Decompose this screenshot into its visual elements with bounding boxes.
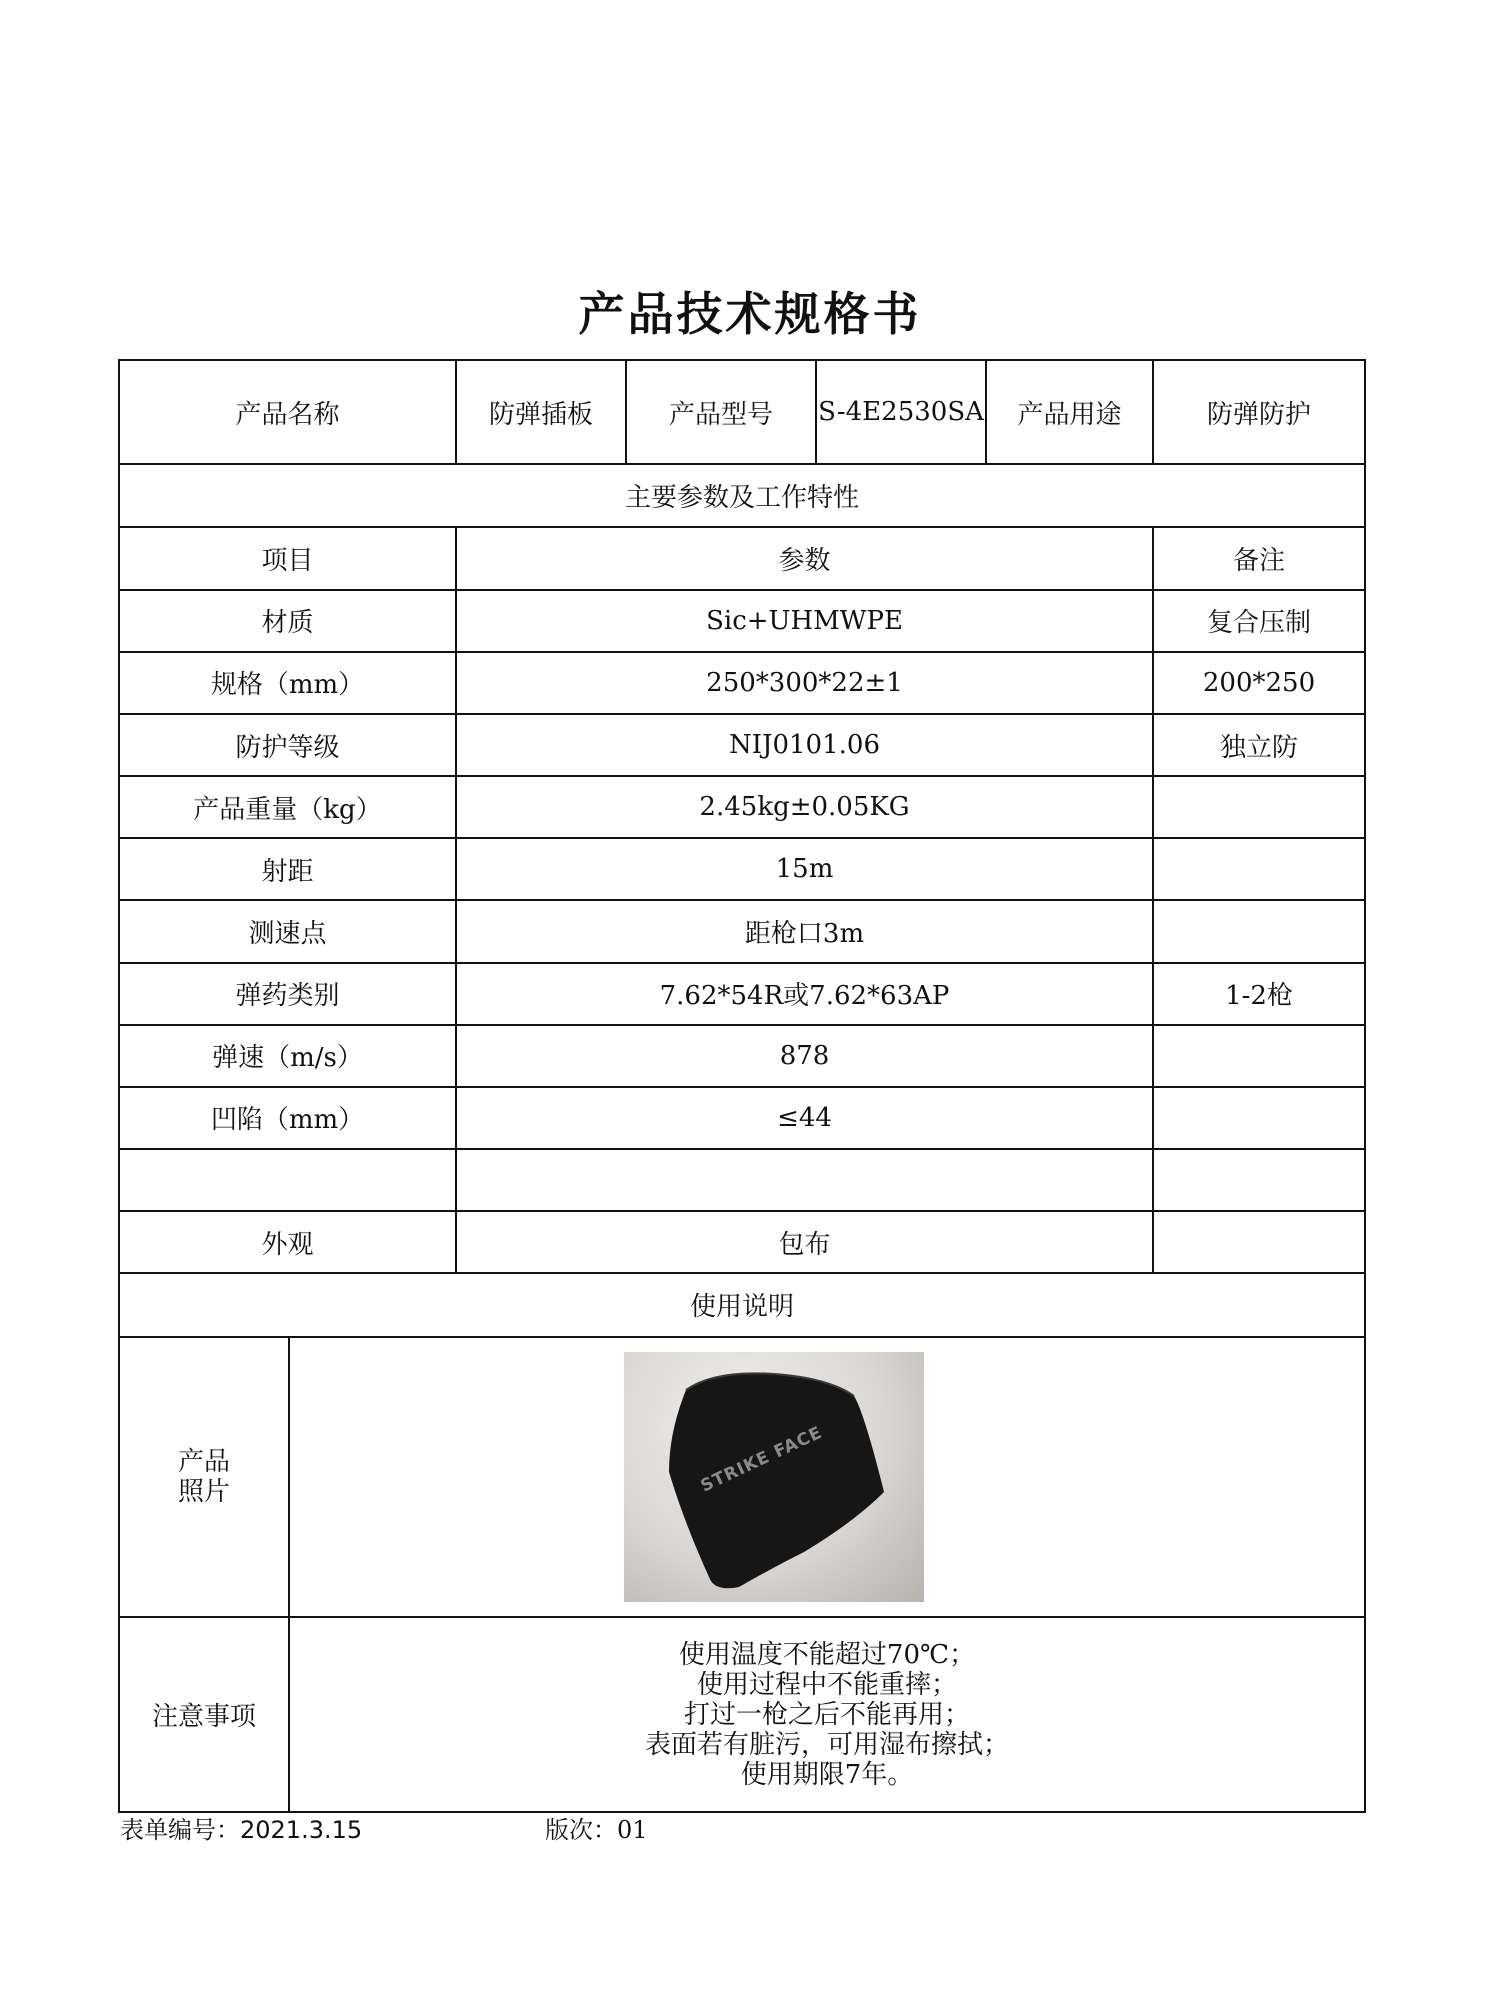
- row-remark: 200*250: [1153, 652, 1365, 714]
- product-use-label: 产品用途: [986, 360, 1153, 464]
- row-param: 包布: [456, 1211, 1153, 1273]
- photo-label: [119, 1337, 289, 1618]
- row-item: 凹陷（mm）: [119, 1087, 456, 1149]
- row-item: 产品重量（kg）: [119, 776, 456, 838]
- note-line: 使用温度不能超过70℃；: [678, 1639, 976, 1670]
- section-main-params: 主要参数及工作特性: [119, 464, 1365, 527]
- notes-row: [119, 1617, 1365, 1812]
- row-param: 7.62*54R或7.62*63AP: [456, 963, 1153, 1025]
- row-param: [456, 1149, 1153, 1211]
- row-item: 规格（mm）: [119, 652, 456, 714]
- notes-label: 注意事项: [119, 1617, 289, 1812]
- row-param: 878: [456, 1025, 1153, 1087]
- spec-table: [118, 359, 1366, 1813]
- table-row: [119, 1087, 1365, 1149]
- product-name-value: 防弹插板: [456, 360, 626, 464]
- row-param: Sic+UHMWPE: [456, 590, 1153, 652]
- row-param: 250*300*22±1: [456, 652, 1153, 714]
- row-remark: [1153, 1211, 1365, 1273]
- table-row: [119, 963, 1365, 1025]
- product-photo: [624, 1352, 924, 1602]
- document-title: 产品技术规格书: [578, 287, 922, 341]
- column-header-item: 项目: [119, 527, 456, 589]
- table-row: [119, 1025, 1365, 1087]
- row-item: 弹速（m/s）: [119, 1025, 456, 1087]
- photo-label-line1: 产品: [177, 1446, 230, 1477]
- plate-label-text: STRIKE FACE: [697, 1422, 826, 1497]
- product-name-label: 产品名称: [119, 360, 456, 464]
- photo-label-line2: 照片: [177, 1476, 230, 1507]
- photo-row: [119, 1337, 1365, 1618]
- product-model-value: S-4E2530SA: [816, 360, 986, 464]
- form-number-value: 2021.3.15: [240, 1816, 363, 1844]
- row-param: 15m: [456, 838, 1153, 900]
- row-item: 射距: [119, 838, 456, 900]
- note-line: 使用过程中不能重摔；: [697, 1669, 958, 1700]
- table-row: [119, 652, 1365, 714]
- form-number-label: 表单编号：: [120, 1816, 240, 1844]
- table-row: [119, 900, 1365, 962]
- column-header-remark: 备注: [1153, 527, 1365, 589]
- row-remark: [1153, 900, 1365, 962]
- row-remark: 复合压制: [1153, 590, 1365, 652]
- row-remark: [1153, 838, 1365, 900]
- column-header-param: 参数: [456, 527, 1153, 589]
- form-number: [120, 1810, 362, 1845]
- row-item: 外观: [119, 1211, 456, 1273]
- row-item: 材质: [119, 590, 456, 652]
- row-remark: 1-2枪: [1153, 963, 1365, 1025]
- table-row: [119, 1211, 1365, 1273]
- note-line: 使用期限7年。: [740, 1759, 914, 1790]
- product-use-value: 防弹防护: [1153, 360, 1365, 464]
- row-remark: [1153, 1087, 1365, 1149]
- row-item: 防护等级: [119, 714, 456, 776]
- row-remark: 独立防: [1153, 714, 1365, 776]
- version: [545, 1810, 648, 1845]
- row-item: [119, 1149, 456, 1211]
- product-model-label: 产品型号: [626, 360, 816, 464]
- notes-content: [289, 1617, 1365, 1812]
- column-header-row: [119, 527, 1365, 589]
- note-line: 打过一枪之后不能再用；: [684, 1699, 971, 1730]
- row-item: 测速点: [119, 900, 456, 962]
- version-value: 01: [617, 1816, 648, 1844]
- row-param: 2.45kg±0.05KG: [456, 776, 1153, 838]
- row-param: 距枪口3m: [456, 900, 1153, 962]
- section-usage: 使用说明: [119, 1273, 1365, 1336]
- table-row: [119, 1149, 1365, 1211]
- row-param: NIJ0101.06: [456, 714, 1153, 776]
- note-line: 表面若有脏污，可用湿布擦拭；: [645, 1729, 1010, 1760]
- header-row: [119, 360, 1365, 464]
- row-item: 弹药类别: [119, 963, 456, 1025]
- row-param: ≤44: [456, 1087, 1153, 1149]
- table-row: [119, 714, 1365, 776]
- row-remark: [1153, 1149, 1365, 1211]
- table-row: [119, 590, 1365, 652]
- photo-cell: [289, 1337, 1365, 1618]
- table-row: [119, 838, 1365, 900]
- row-remark: [1153, 1025, 1365, 1087]
- armor-plate-image: [624, 1352, 924, 1602]
- table-row: [119, 776, 1365, 838]
- version-label: 版次：: [545, 1816, 617, 1844]
- row-remark: [1153, 776, 1365, 838]
